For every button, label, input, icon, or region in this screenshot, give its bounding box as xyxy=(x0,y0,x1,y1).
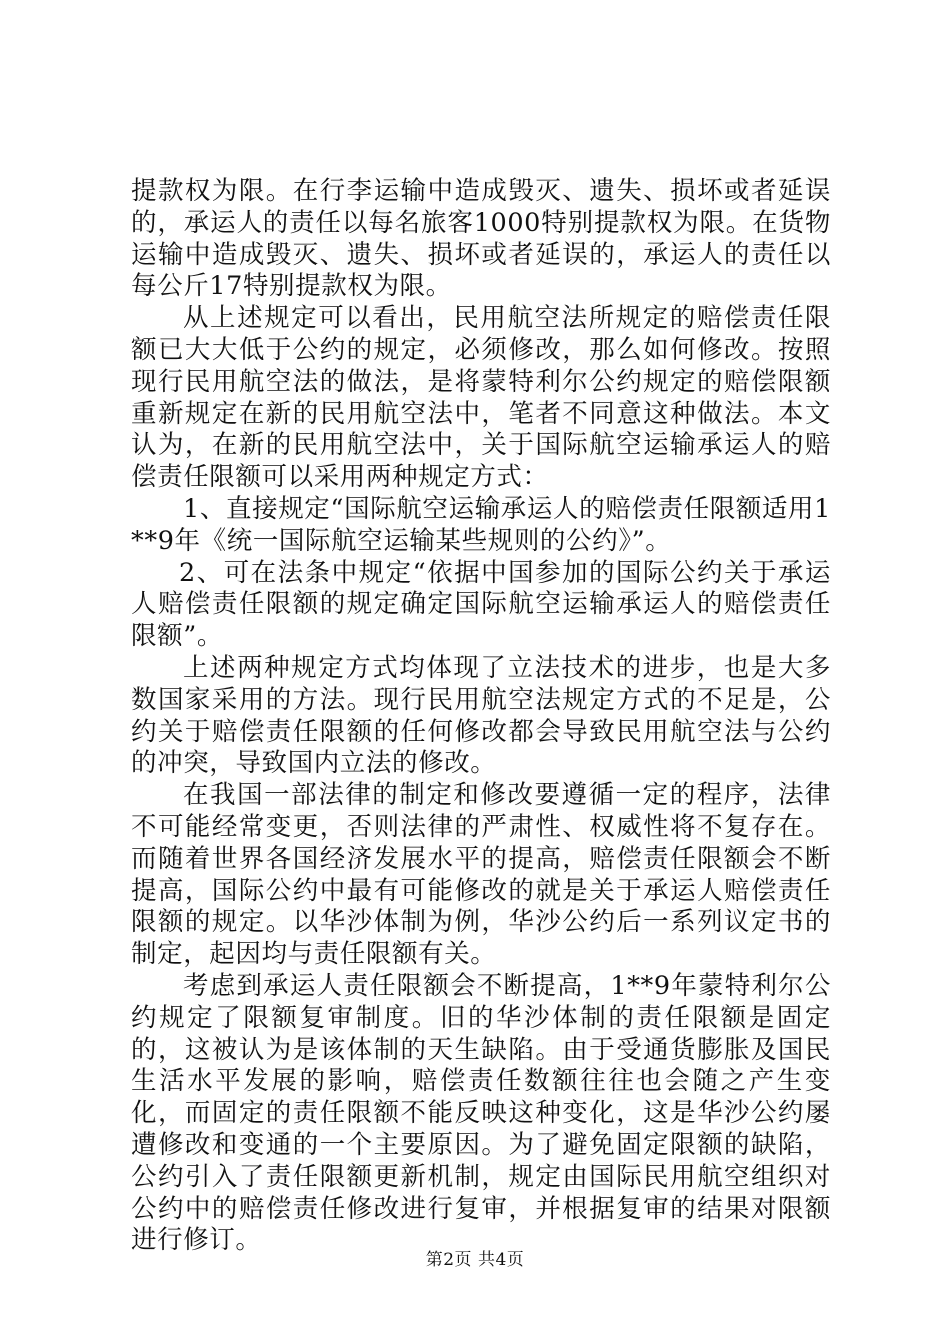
paragraph-review-mechanism: 考虑到承运人责任限额会不断提高，1**9年蒙特利尔公约规定了限额复审制度。旧的华沙体制的责任限额是固定的，这被认为是该体制的天生缺陷。由于受通货膨胀及国民生活水平发展的影响，赔偿责任数额往往也会随之产生变化，而固定的责任限额不能反映这种变化，这是华沙公约屡遭修改和变通的一个主要原因。为了避免固定限额的缺陷，公约引入了责任限额更新机制，规定由国际民用航空组织对公约中的赔偿责任修改进行复审，并根据复审的结果对限额进行修订。 xyxy=(131,970,831,1256)
paragraph-legislation: 在我国一部法律的制定和修改要遵循一定的程序，法律不可能经常变更，否则法律的严肃性、权威性将不复存在。而随着世界各国经济发展水平的提高，赔偿责任限额会不断提高，国际公约中最有可能修改的就是关于承运人赔偿责任限额的规定。以华沙体制为例，华沙公约后一系列议定书的制定，起因均与责任限额有关。 xyxy=(131,780,831,970)
paragraph-continuation: 提款权为限。在行李运输中造成毁灭、遗失、损坏或者延误的，承运人的责任以每名旅客1000特别提款权为限。在货物运输中造成毁灭、遗失、损坏或者延误的，承运人的责任以每公斤17特别提款权为限。 xyxy=(131,176,831,302)
page-number-footer: 第2页 共4页 xyxy=(425,1250,525,1270)
document-body xyxy=(131,176,831,1257)
paragraph-option-2: 2、可在法条中规定“依据中国参加的国际公约关于承运人赔偿责任限额的规定确定国际航空运输承运人的赔偿责任限额”。 xyxy=(131,557,831,652)
paragraph-option-1: 1、直接规定“国际航空运输承运人的赔偿责任限额适用1**9年《统一国际航空运输某些规则的公约》”。 xyxy=(131,493,831,556)
paragraph-evaluation: 上述两种规定方式均体现了立法技术的进步，也是大多数国家采用的方法。现行民用航空法规定方式的不足是，公约关于赔偿责任限额的任何修改都会导致民用航空法与公约的冲突，导致国内立法的修改。 xyxy=(131,652,831,779)
paragraph-analysis: 从上述规定可以看出，民用航空法所规定的赔偿责任限额已大大低于公约的规定，必须修改，那么如何修改。按照现行民用航空法的做法，是将蒙特利尔公约规定的赔偿限额重新规定在新的民用航空法中，笔者不同意这种做法。本文认为，在新的民用航空法中，关于国际航空运输承运人的赔偿责任限额可以采用两种规定方式： xyxy=(131,303,831,493)
